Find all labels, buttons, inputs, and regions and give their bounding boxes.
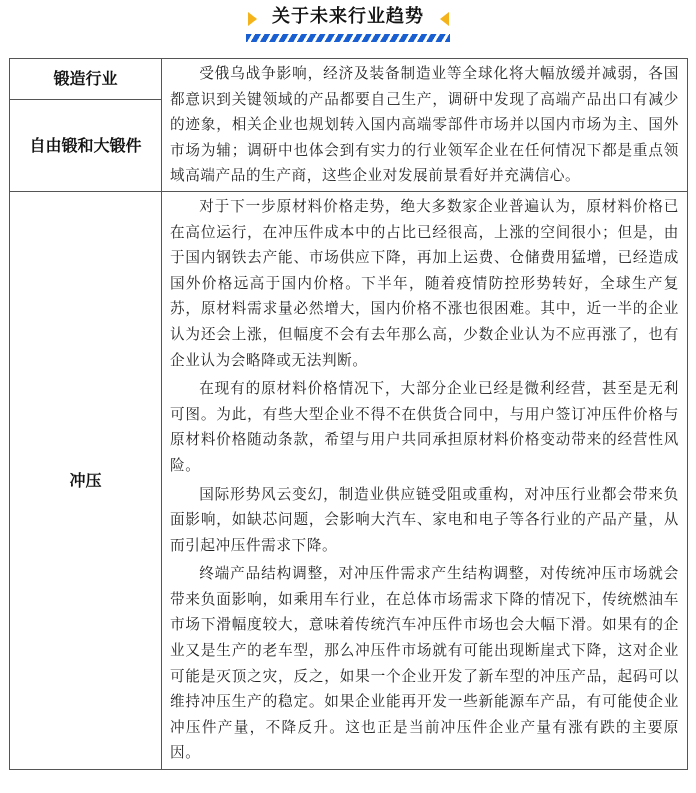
section-header [0, 0, 696, 50]
stamping-content [162, 191, 688, 769]
right-triangle-icon [440, 12, 449, 26]
paragraph: 国际形势风云变幻，制造业供应链受阻或重构，对冲压行业都会带来负面影响，如缺芯问题，会影响大汽车、家电和电子等各行业的产品产量，从而引起冲压件需求下降。 [170, 485, 679, 554]
row-label-stamping: 冲压 [10, 191, 162, 769]
trend-table [9, 58, 688, 770]
striped-underline [246, 34, 450, 42]
paragraph: 受俄乌战争影响，经济及装备制造业等全球化将大幅放缓并减弱，各国都意识到关键领域的产品都要自己生产，调研中发现了高端产品出口有减少的迹象，相关企业也规划转入国内高端零部件市场并以国内市场为主、国外市场为辅；调研中也体会到有实力的行业领军企业在任何情况下都是重点领域高端产品的生产商，这些企业对发展前景看好并充满信心。 [170, 65, 679, 185]
forging-content [162, 59, 688, 192]
section-title: 关于未来行业趋势 [272, 6, 424, 27]
table-row [10, 191, 688, 769]
row-label-free-forging: 自由锻和大锻件 [10, 100, 162, 192]
paragraph: 对于下一步原材料价格走势，绝大多数家企业普遍认为，原材料价格已在高位运行，在冲压件成本中的占比已经很高，上涨的空间很小；但是，由于国内钢铁去产能、市场供应下降，再加上运费、仓储费用猛增，已经造成国外价格远高于国内价格。下半年，随着疫情防控形势转好，全球生产复苏，原材料需求量必然增大，国内价格不涨也很困难。其中，近一半的企业认为还会上涨，但幅度不会有去年那么高，少数企业认为不应再涨了，也有企业认为会略降或无法判断。 [170, 197, 679, 369]
row-label-forging: 锻造行业 [10, 59, 162, 100]
paragraph: 终端产品结构调整，对冲压件需求产生结构调整，对传统冲压市场就会带来负面影响，如乘用车行业，在总体市场需求下降的情况下，传统燃油车市场下滑幅度较大，意味着传统汽车冲压件市场也会大幅下滑。如果有的企业又是生产的老车型，那么冲压件市场就有可能出现断崖式下降，这对企业可能是灭顶之灾，反之，如果一个企业开发了新车型的冲压产品，起码可以维持冲压生产的稳定。如果企业能再开发一些新能源车产品，有可能使企业冲压件产量，不降反升。这也正是当前冲压件企业产量有涨有跌的主要原因。 [170, 565, 679, 762]
paragraph: 在现有的原材料价格情况下，大部分企业已经是微利经营，甚至是无利可图。为此，有些大型企业不得不在供货合同中，与用户签订冲压件价格与原材料价格随动条款，希望与用户共同承担原材料价格变动带来的经营性风险。 [170, 380, 679, 474]
table-row [10, 59, 688, 100]
